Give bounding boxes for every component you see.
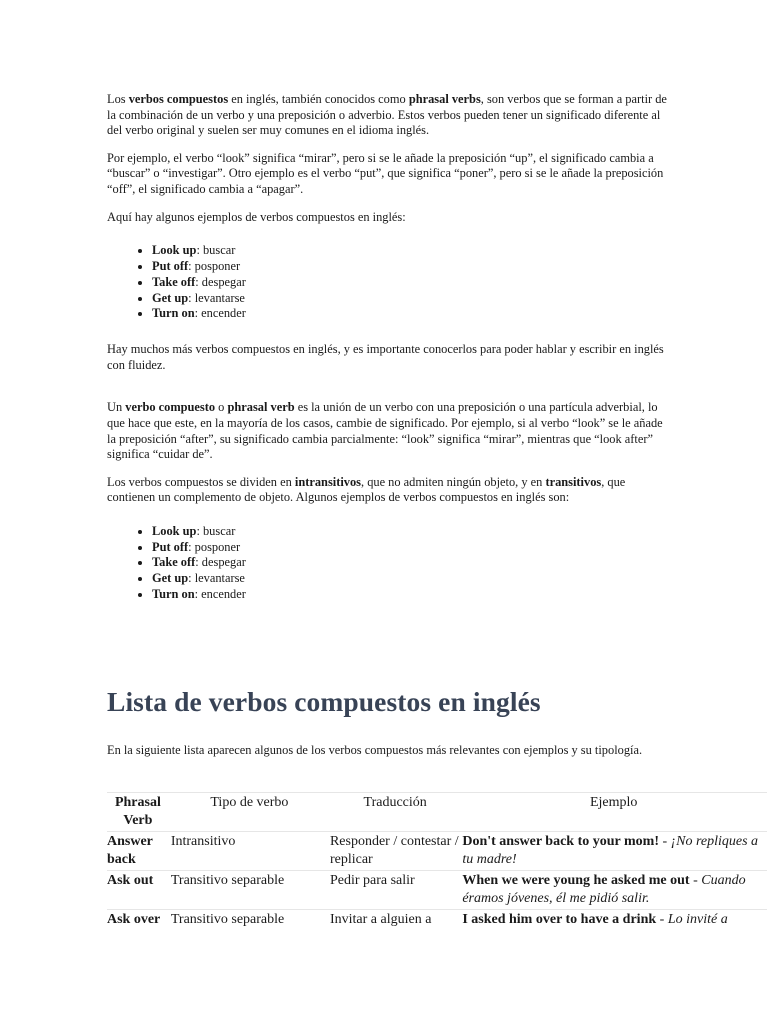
list-item: • Look up: buscar xyxy=(152,524,667,540)
intro-paragraph-4: Hay muchos más verbos compuestos en inglés, y es importante conocerlos para poder hablar y escribir en inglés con fluidez. xyxy=(107,342,664,372)
cell-example: When we were young he asked me out - Cuando éramos jóvenes, él me pidió salir. xyxy=(462,871,767,910)
intro-paragraph-3: Aquí hay algunos ejemplos de verbos compuestos en inglés: xyxy=(107,209,406,224)
list-item: • Look up: buscar xyxy=(152,243,667,259)
list-item: • Take off: despegar xyxy=(152,555,667,571)
cell-translation: Invitar a alguien a xyxy=(330,910,462,931)
table-row xyxy=(107,871,767,910)
list-item: • Take off: despegar xyxy=(152,275,667,291)
cell-verb: Answer back xyxy=(107,832,171,871)
header-example: Ejemplo xyxy=(462,793,767,832)
cell-translation: Responder / contestar / replicar xyxy=(330,832,462,871)
list-item: • Get up: levantarse xyxy=(152,571,667,587)
table-row xyxy=(107,832,767,871)
cell-type: Intransitivo xyxy=(171,832,330,871)
table-header-row xyxy=(107,793,767,832)
intro-paragraph-2: Por ejemplo, el verbo “look” significa “mirar”, pero si se le añade la preposición “up”, el significado cambia a “buscar” o “investigar”. Otro ejemplo es el verbo “put”, que significa “poner”, pero si se le añade la preposición “off”, el significado cambia a “apagar”. xyxy=(107,150,664,196)
section-intro: En la siguiente lista aparecen algunos de los verbos compuestos más relevantes con ejemplos y su tipología. xyxy=(107,742,643,757)
article-body xyxy=(107,92,667,770)
list-item: • Turn on: encender xyxy=(152,587,667,603)
section-title: Lista de verbos compuestos en inglés xyxy=(107,685,541,717)
cell-translation: Pedir para salir xyxy=(330,871,462,910)
types-paragraph: Los verbos compuestos se dividen en intransitivos, que no admiten ningún objeto, y en transitivos, que contienen un complemento de objeto. Algunos ejemplos de verbos compuestos en inglés son: xyxy=(107,474,626,505)
list-item: • Put off: posponer xyxy=(152,259,667,275)
cell-example: I asked him over to have a drink - Lo invité a xyxy=(462,910,767,931)
header-phrasal-verb: Phrasal Verb xyxy=(107,793,171,832)
list-item: • Get up: levantarse xyxy=(152,291,667,307)
phrasal-verbs-table xyxy=(107,792,767,930)
definition-paragraph: Un verbo compuesto o phrasal verb es la unión de un verbo con una preposición o una partícula adverbial, lo que hace que este, en la mayoría de los casos, cambie de significado. Por ejemplo, si al verbo “look” se le añade la preposición “after”, su significado cambia parcialmente: “look” significa “mirar”, mientras que “look after” significa “cuidar de”. xyxy=(107,400,663,462)
cell-verb: Ask over xyxy=(107,910,171,931)
cell-type: Transitivo separable xyxy=(171,910,330,931)
header-translation: Traducción xyxy=(330,793,462,832)
list-item: • Turn on: encender xyxy=(152,306,667,322)
cell-example: Don't answer back to your mom! - ¡No repliques a tu madre! xyxy=(462,832,767,871)
header-verb-type: Tipo de verbo xyxy=(171,793,330,832)
cell-type: Transitivo separable xyxy=(171,871,330,910)
cell-verb: Ask out xyxy=(107,871,171,910)
examples-list-2 xyxy=(107,524,667,603)
intro-paragraph-1: Los verbos compuestos en inglés, también conocidos como phrasal verbs, son verbos que se forman a partir de la combinación de un verbo y una preposición o adverbio. Estos verbos pueden tener un significado diferente al del verbo original y suelen ser muy comunes en el idioma inglés. xyxy=(107,92,667,138)
table-row xyxy=(107,910,767,931)
examples-list-1 xyxy=(107,243,667,322)
list-item: • Put off: posponer xyxy=(152,540,667,556)
